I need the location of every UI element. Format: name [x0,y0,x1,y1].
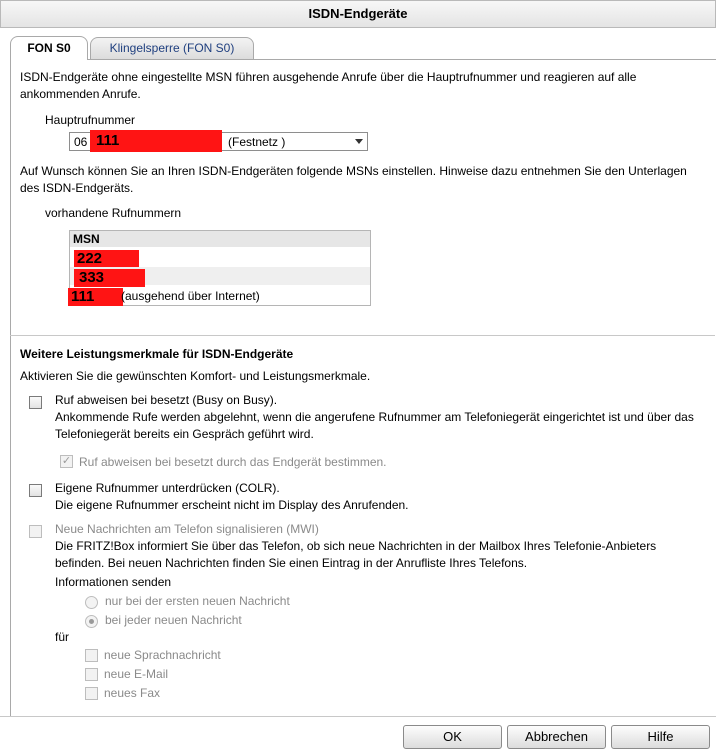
window-title: ISDN-Endgeräte [0,0,716,28]
email-checkbox[interactable] [85,668,98,681]
colr-desc: Die eigene Rufnummer erscheint nicht im Display des Anrufenden. [55,498,409,512]
voicemail-label: neue Sprachnachricht [104,648,221,662]
radio-first-label: nur bei der ersten neuen Nachricht [105,594,290,608]
busy-terminal-label: Ruf abweisen bei besetzt durch das Endgerät bestimmen. [79,455,387,469]
msn-list [69,230,371,306]
for-label: für [55,630,70,644]
mwi-checkbox[interactable] [29,525,42,538]
cancel-button[interactable]: Abbrechen [507,725,606,749]
chevron-down-icon [355,139,363,144]
msn-redacted: 222 [74,250,139,268]
mwi-label: Neue Nachrichten am Telefon signalisieren (MWI) [55,522,319,536]
colr-checkbox[interactable] [29,484,42,497]
msn-list-header: MSN [70,231,370,247]
main-number-prefix: 06 [74,135,88,149]
msn-redacted: 111 [68,288,123,306]
email-label: neue E-Mail [104,667,169,681]
msn-row[interactable] [70,249,370,267]
tab-klingelsperre[interactable]: Klingelsperre (FON S0) [90,37,254,59]
fax-checkbox[interactable] [85,687,98,700]
busy-on-busy-checkbox[interactable] [29,396,42,409]
radio-every-message[interactable] [85,615,98,628]
intro-text: ISDN-Endgeräte ohne eingestellte MSN führen ausgehende Anrufe über die Hauptrufnummer und reagieren auf alle ankommenden Anrufe. [20,70,637,101]
tab-fon-s0[interactable]: FON S0 [10,36,88,60]
main-number-redacted: 111 [90,130,222,152]
ok-button[interactable]: OK [403,725,502,749]
help-button[interactable]: Hilfe [611,725,710,749]
send-info-label: Informationen senden [55,575,172,589]
msn-redacted: 333 [74,269,145,287]
msn-intro-text: Auf Wunsch können Sie an Ihren ISDN-Endgeräten folgende MSNs einstellen. Hinweise dazu entnehmen Sie den Unterlagen des ISDN-Endgeräts. [20,164,687,195]
main-number-label: Hauptrufnummer [45,113,136,127]
msn-row[interactable] [70,267,370,285]
main-number-select[interactable] [69,132,368,151]
existing-numbers-label: vorhandene Rufnummern [45,206,182,220]
colr-label: Eigene Rufnummer unterdrücken (COLR). [55,481,280,495]
voicemail-checkbox[interactable] [85,649,98,662]
radio-first-message[interactable] [85,596,98,609]
mwi-desc: Die FRITZ!Box informiert Sie über das Telefon, ob sich neue Nachrichten in der Mailbox Ihres Telefonie-Anbieters befinden. Bei neuen Nachrichten finden Sie einen Eintrag in der Anrufliste Ihres Telefons. [55,539,657,570]
fax-label: neues Fax [104,686,161,700]
msn-note: (ausgehend über Internet) [121,289,260,303]
busy-on-busy-desc: Ankommende Rufe werden abgelehnt, wenn die angerufene Rufnummer am Telefoniegerät eingerichtet ist und über das Telefoniegerät bereits ein Gespräch geführt wird. [55,410,694,441]
features-title: Weitere Leistungsmerkmale für ISDN-Endgeräte [20,347,294,361]
section-divider [10,335,715,336]
main-number-suffix: (Festnetz ) [228,135,286,149]
busy-terminal-checkbox[interactable]: ✓ [61,455,72,467]
footer-divider [0,716,716,717]
features-subtitle: Aktivieren Sie die gewünschten Komfort- und Leistungsmerkmale. [20,369,371,383]
radio-every-label: bei jeder neuen Nachricht [105,613,242,627]
msn-row[interactable] [70,286,370,304]
busy-on-busy-label: Ruf abweisen bei besetzt (Busy on Busy). [55,393,278,407]
